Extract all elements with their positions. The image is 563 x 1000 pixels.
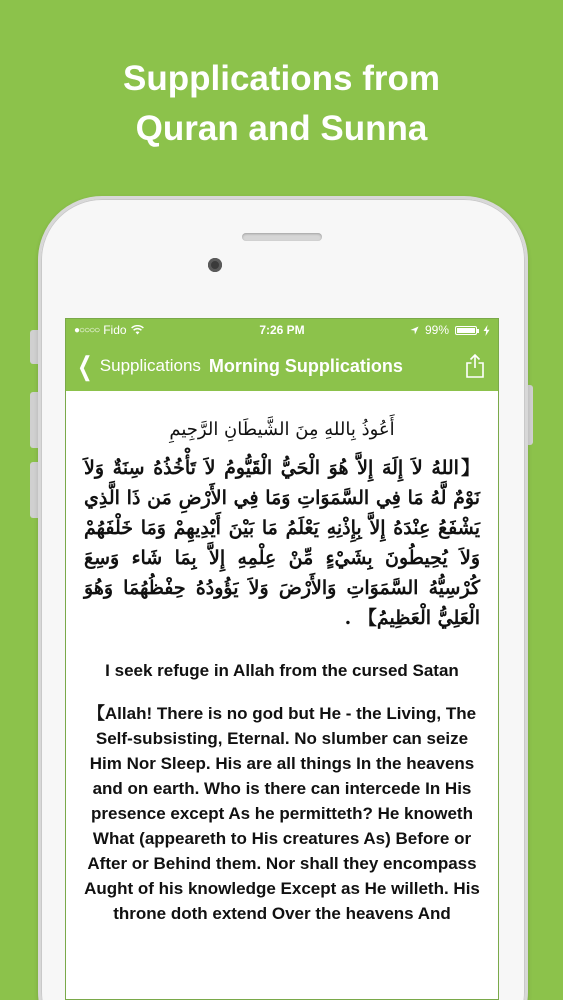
arabic-body: 【اللهُ لاَ إِلَهَ إِلاَّ هُوَ الْحَيُّ الْقَيُّومُ لاَ تَأْخُذُهُ سِنَةٌ وَلاَ نَوْمٌ لَّهُ مَا فِي السَّمَوَاتِ وَمَا فِي الأَرْضِ مَن ذَا الَّذِي يَشْفَعُ عِنْدَهُ إِلاَّ بِإِذْنِهِ يَعْلَمُ مَا بَيْنَ أَيْدِيهِمْ وَمَا خَلْفَهُمْ وَلاَ يُحِيطُونَ بِشَيْءٍ مِّنْ عِلْمِهِ إِلاَّ بِمَا شَاء وَسِعَ كُرْسِيُّهُ السَّمَوَاتِ وَالأَرْضَ وَلاَ يَؤُودُهُ حِفْظُهُمَا وَهُوَ الْعَلِيُّ الْعَظِيمُ】 .: [84, 457, 480, 629]
status-bar: [66, 319, 498, 341]
supplication-content: [66, 415, 498, 926]
battery-level: [457, 328, 475, 333]
english-title: I seek refuge in Allah from the cursed Satan: [105, 661, 459, 680]
status-time: 7:26 PM: [259, 323, 305, 337]
carrier-name: Fido: [103, 323, 127, 337]
chevron-left-icon: ❮: [77, 351, 93, 381]
headline-line-1: Supplications from: [123, 59, 440, 98]
arabic-title: أَعُوذُ بِاللهِ مِنَ الشَّيطَانِ الرَّجِيمِ: [169, 419, 395, 440]
status-right: [410, 323, 490, 337]
navigation-bar: [66, 341, 498, 391]
back-button-label: Supplications: [99, 356, 201, 375]
back-button[interactable]: [74, 353, 201, 379]
english-body: 【Allah! There is no god but He - the Living, The Self-subsisting, Eternal. No slumber can seize Him Nor Sleep. His are all things In the heavens and on earth. Who is there can intercede In His presence except As he permitteth? He knoweth What (appeareth to His creatures As) Before or After or Behind them. Nor shall they encompass Aught of his knowledge Except as He willeth. His throne doth extend Over the heavens And: [84, 704, 480, 923]
marketing-headline: [0, 54, 563, 154]
phone-screen: [65, 318, 499, 1000]
page-title: Morning Supplications: [208, 355, 403, 376]
battery-percentage: 99%: [424, 323, 449, 337]
charging-icon: [483, 325, 490, 336]
location-arrow-icon: [410, 326, 419, 335]
battery-icon: [455, 326, 477, 335]
phone-camera: [208, 258, 222, 272]
headline-line-2: Quran and Sunna: [135, 109, 428, 148]
phone-speaker: [242, 233, 322, 241]
signal-strength-icon: ●○○○○: [74, 324, 100, 336]
share-icon[interactable]: [464, 353, 486, 379]
